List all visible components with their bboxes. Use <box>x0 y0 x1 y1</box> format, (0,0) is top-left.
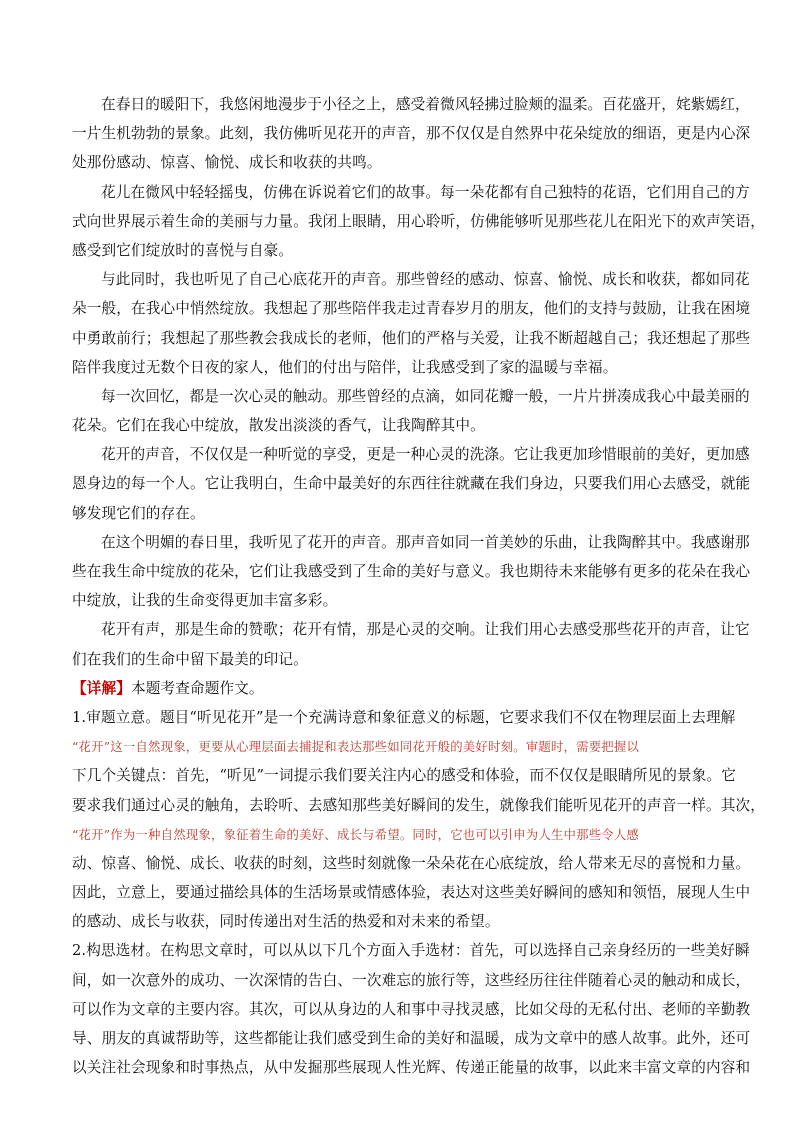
detail-intro: 本题考查命题作文。 <box>130 679 264 697</box>
essay-line: 中绽放，让我的生命变得更加丰富多彩。 <box>72 592 338 610</box>
detail-line: “花开”这一自然现象，更要从心理层面去捕捉和表达那些如同花开般的美好时刻。审题时，需要把握以 <box>72 739 640 755</box>
detail-heading <box>72 674 722 703</box>
essay-line: 恩身边的每一个人。它让我明白，生命中最美好的东西往往就藏在我们身边，只要我们用心去感受，就能 <box>72 475 751 493</box>
essay-line: 一片生机勃勃的景象。此刻，我仿佛听见花开的声音，那不仅仅是自然界中花朵绽放的细语，更是内心深 <box>72 125 751 143</box>
essay-line: 陪伴我度过无数个日夜的家人，他们的付出与陪伴，让我感受到了家的温暖与幸福。 <box>72 358 618 376</box>
detail-line: 间，如一次意外的成功、一次深情的告白、一次难忘的旅行等，这些经历往往伴随着心灵的触动和成长， <box>72 971 751 989</box>
detail-line: “花开”作为一种自然现象，象征着生命的美好、成长与希望。同时，它也可以引申为人生中那些令人感 <box>72 826 640 842</box>
essay-line: 花开的声音，不仅仅是一种听觉的享受，更是一种心灵的洗涤。它让我更加珍惜眼前的美好，更加感 <box>101 446 750 464</box>
detail-line: 要求我们通过心灵的触角，去聆听、去感知那些美好瞬间的发生，就像我们能听见花开的声音一样。其次， <box>72 796 765 814</box>
essay-line: 花儿在微风中轻轻摇曳，仿佛在诉说着它们的故事。每一朵花都有自己独特的花语，它们用自己的方 <box>101 183 750 201</box>
essay-line: 在这个明媚的春日里，我听见了花开的声音。那声音如同一首美妙的乐曲，让我陶醉其中。我感谢那 <box>101 533 750 551</box>
essay-line: 够发现它们的存在。 <box>72 504 205 522</box>
essay-line: 与此同时，我也听见了自己心底花开的声音。那些曾经的感动、惊喜、愉悦、成长和收获，都如同花 <box>101 271 750 289</box>
detail-line: 动、惊喜、愉悦、成长、收获的时刻，这些时刻就像一朵朵花在心底绽放，给人带来无尽的喜悦和力量。 <box>72 854 751 872</box>
essay-line: 中勇敢前行；我想起了那些教会我成长的老师，他们的严格与关爱，让我不断超越自己；我还想起了那些 <box>72 329 751 347</box>
detail-section <box>72 674 765 1083</box>
essay-line: 些在我生命中绽放的花朵，它们让我感受到了生命的美好与意义。我也期待未来能够有更多的花朵在我心 <box>72 563 751 580</box>
detail-line: 2.构思选材。在构思文章时，可以从以下几个方面入手选材：首先，可以选择自己亲身经历的一些美好瞬 <box>72 942 750 960</box>
essay-paragraph-7 <box>72 615 750 673</box>
essay-paragraph-5 <box>72 440 751 528</box>
essay-paragraph-2 <box>72 178 765 266</box>
essay-line: 每一次回忆，都是一次心灵的触动。那些曾经的点滴，如同花瓣一般，一片片拼凑成我心中最美丽的 <box>101 387 750 405</box>
essay-paragraph-3 <box>72 265 751 382</box>
essay-line: 花朵。它们在我心中绽放，散发出淡淡的香气，让我陶醉其中。 <box>72 417 485 435</box>
essay-line: 感受到它们绽放时的喜悦与自豪。 <box>72 241 294 259</box>
detail-label: 【详解】 <box>72 679 131 697</box>
detail-line: 以关注社会现象和时事热点，从中发掘那些展现人性光辉、传递正能量的故事，以此来丰富文章的内容和 <box>72 1059 751 1077</box>
essay-line: 处那份感动、惊喜、愉悦、成长和收获的共鸣。 <box>72 154 382 172</box>
detail-line: 的感动、成长与收获，同时传递出对生活的热爱和对未来的希望。 <box>72 913 500 931</box>
detail-line: 因此，立意上，要通过描绘具体的生活场景或情感体验，表达对这些美好瞬间的感知和领悟，展现人生中 <box>72 884 751 902</box>
essay-line: 朵一般，在我心中悄然绽放。我想起了那些陪伴我走过青春岁月的朋友，他们的支持与鼓励，让我在困境 <box>72 300 751 318</box>
detail-line: 可以作为文章的主要内容。其次，可以从身边的人和事中寻找灵感，比如父母的无私付出、老师的辛勤教 <box>72 1000 751 1018</box>
document-page <box>72 90 765 1082</box>
essay-paragraph-1 <box>72 90 751 178</box>
detail-line: 下几个关键点：首先，“听见”一词提示我们要关注内心的感受和体验，而不仅仅是眼睛所见的景象。它 <box>72 767 736 785</box>
essay-line: 们在我们的生命中留下最美的印记。 <box>72 650 308 668</box>
essay-line: 式向世界展示着生命的美丽与力量。我闭上眼睛，用心聆听，仿佛能够听见那些花儿在阳光下的欢声笑语， <box>72 212 765 230</box>
essay-line: 花开有声，那是生命的赞歌；花开有情，那是心灵的交响。让我们用心去感受那些花开的声音，让它 <box>101 621 750 639</box>
essay-paragraph-4 <box>72 382 750 440</box>
essay-paragraph-6 <box>72 528 751 616</box>
essay-line: 在春日的暖阳下，我悠闲地漫步于小径之上，感受着微风轻拂过脸颊的温柔。百花盛开，姹紫嫣红， <box>101 96 750 113</box>
detail-line: 1.审题立意。题目“听见花开”是一个充满诗意和象征意义的标题，它要求我们不仅在物理层面上去理解 <box>72 708 736 726</box>
detail-line: 导、朋友的真诚帮助等，这些都能让我们感受到生命的美好和温暖，成为文章中的感人故事。此外，还可 <box>72 1030 751 1047</box>
